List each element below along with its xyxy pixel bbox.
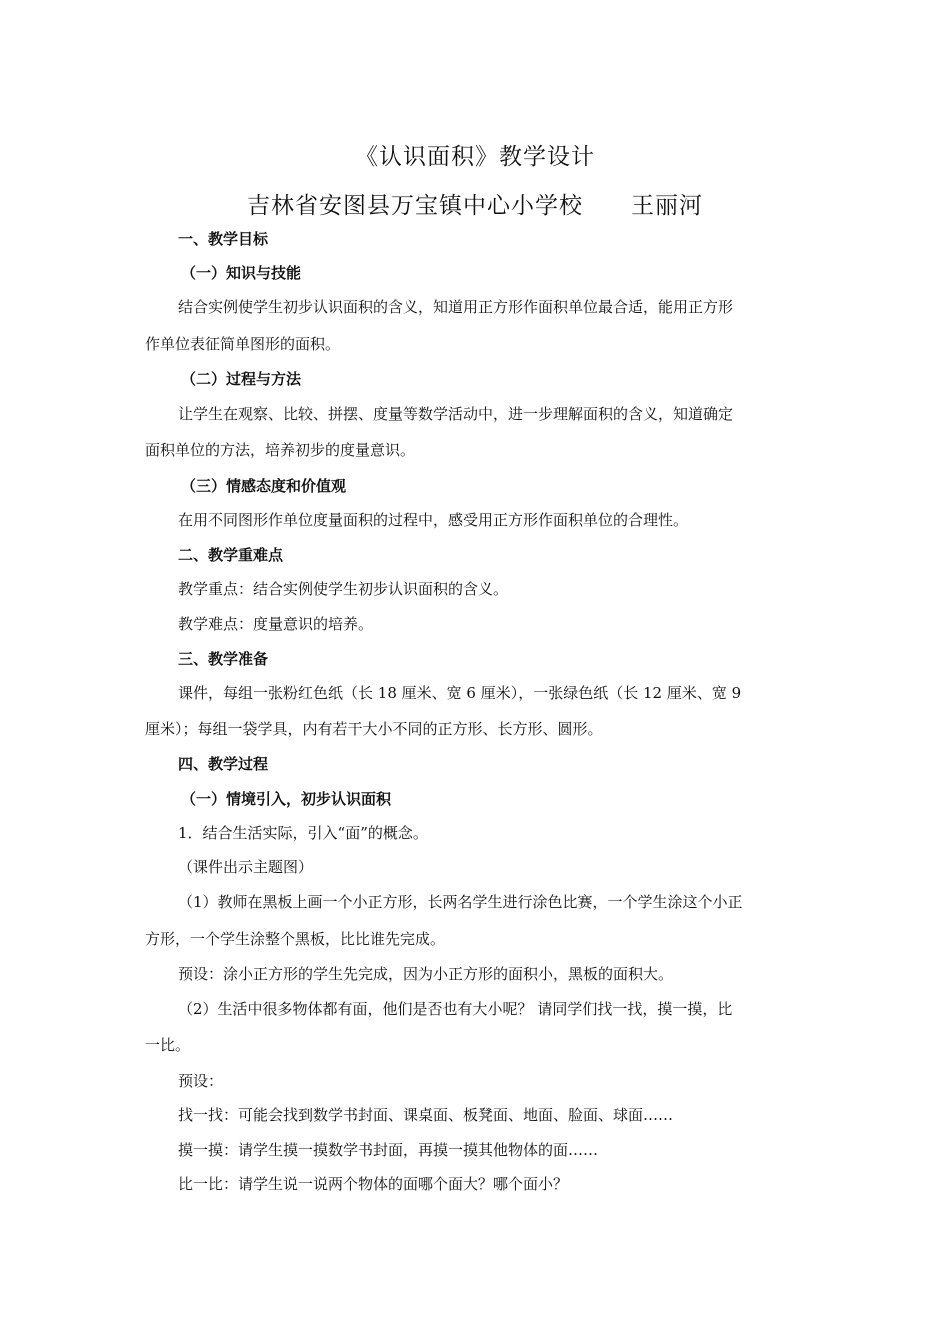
- author-line: [0, 187, 950, 220]
- section-heading-key-points: 二、教学重难点: [178, 546, 284, 564]
- paragraph-line: 课件，每组一张粉红色纸（长 18 厘米、宽 6 厘米），一张绿色纸（长 12 厘米、宽 9: [178, 684, 742, 702]
- paragraph-line: 结合实例使学生初步认识面积的含义，知道用正方形作面积单位最合适，能用正方形: [178, 298, 734, 316]
- paragraph-line: （1）教师在黑板上画一个小正方形，长两名学生进行涂色比赛，一个学生涂这个小正: [178, 893, 743, 911]
- paragraph-line: 找一找：可能会找到数学书封面、课桌面、板凳面、地面、脸面、球面……: [178, 1106, 674, 1124]
- section-heading-process: 四、教学过程: [178, 755, 269, 773]
- paragraph-line: 比一比：请学生说一说两个物体的面哪个面大？哪个面小？: [178, 1175, 569, 1193]
- paragraph-line: 方形，一个学生涂整个黑板，比比谁先完成。: [145, 930, 446, 948]
- paragraph-line: 1．结合生活实际，引入“面”的概念。: [178, 824, 428, 842]
- paragraph-line: 厘米）；每组一袋学具，内有若干大小不同的正方形、长方形、圆形。: [145, 720, 603, 738]
- section-heading-objectives: 一、教学目标: [178, 230, 269, 248]
- paragraph-line: 在用不同图形作单位度量面积的过程中，感受用正方形作面积单位的合理性。: [178, 511, 689, 529]
- subheading-attitude-values: （三）情感态度和价值观: [181, 477, 347, 495]
- paragraph-line: 面积单位的方法，培养初步的度量意识。: [145, 441, 416, 459]
- subheading-process-method: （二）过程与方法: [181, 370, 302, 388]
- paragraph-line: 教学重点：结合实例使学生初步认识面积的含义。: [178, 580, 509, 598]
- section-heading-preparation: 三、教学准备: [178, 650, 269, 668]
- paragraph-line: 让学生在观察、比较、拼摆、度量等数学活动中，进一步理解面积的含义，知道确定: [178, 405, 734, 423]
- subheading-knowledge-skills: （一）知识与技能: [181, 264, 302, 282]
- author-name: 王丽河: [631, 193, 703, 219]
- school-name: 吉林省安图县万宝镇中心小学校: [247, 193, 583, 219]
- paragraph-line: 预设：: [178, 1072, 224, 1090]
- paragraph-line: 摸一摸：请学生摸一摸数学书封面，再摸一摸其他物体的面……: [178, 1141, 599, 1159]
- paragraph-line: 预设：涂小正方形的学生先完成，因为小正方形的面积小，黑板的面积大。: [178, 965, 674, 983]
- paragraph-line: 作单位表征简单图形的面积。: [145, 335, 341, 353]
- paragraph-line: 一比。: [145, 1036, 191, 1054]
- paragraph-line: 教学难点：度量意识的培养。: [178, 615, 374, 633]
- paragraph-line: （课件出示主题图）: [178, 858, 314, 876]
- document-title: 《认识面积》教学设计: [355, 144, 595, 170]
- subheading-situation-intro: （一）情境引入，初步认识面积: [181, 790, 392, 808]
- paragraph-line: （2）生活中很多物体都有面，他们是否也有大小呢？ 请同学们找一找，摸一摸，比: [178, 1000, 733, 1018]
